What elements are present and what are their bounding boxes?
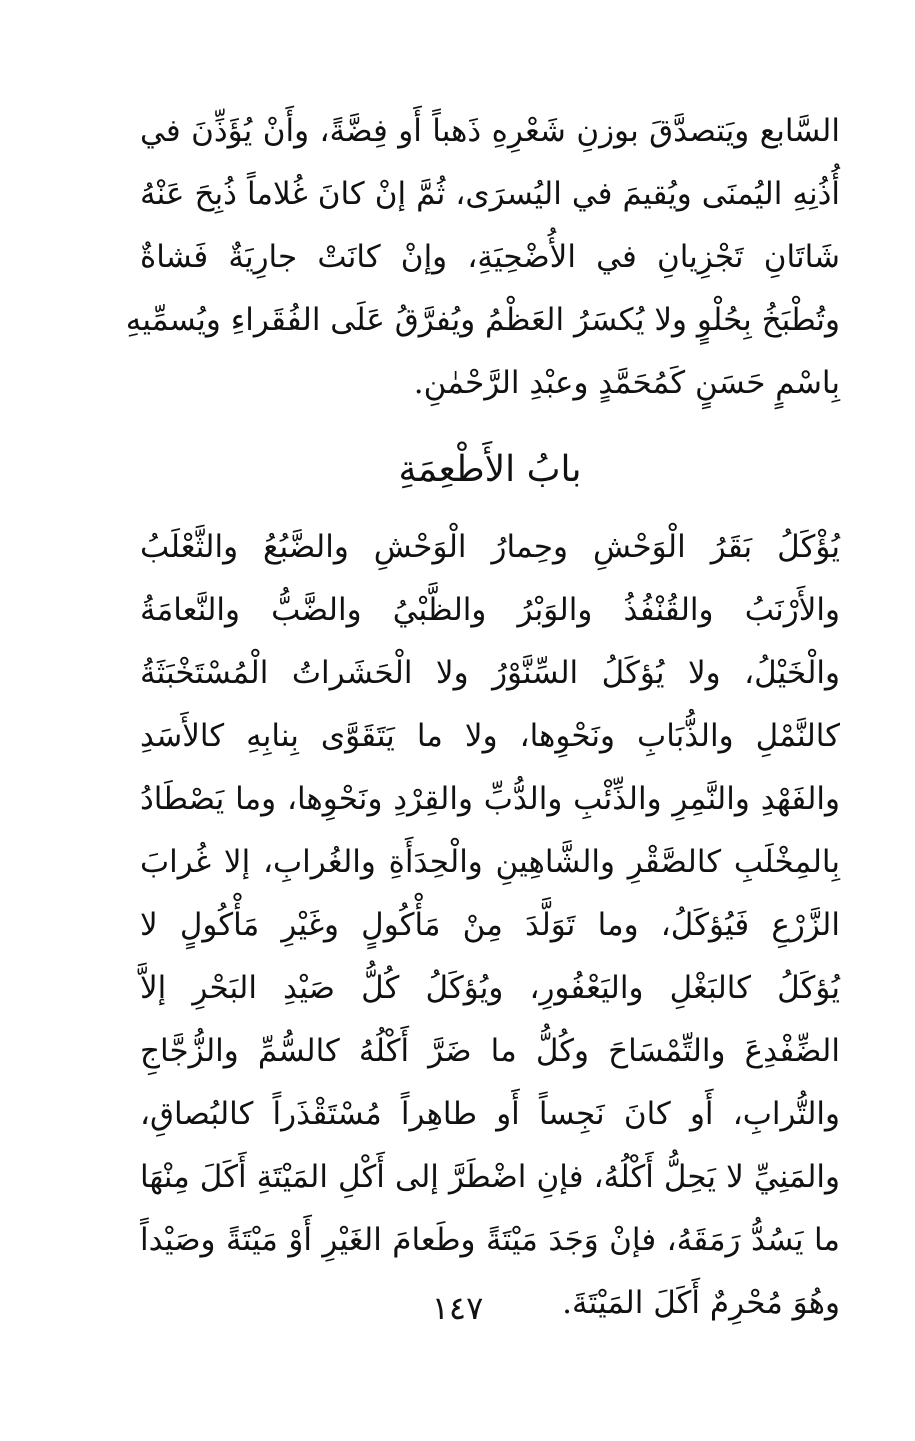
paragraph-line: والفَهْدِ والنَّمِرِ والذِّئْبِ والدُّبِّ والقِرْدِ ونَحْوِها، وما يَصْطَادُ xyxy=(140,781,840,817)
main-paragraph xyxy=(140,516,840,1335)
paragraph-line: وهُوَ مُحْرِمٌ أَكَلَ المَيْتَةَ. xyxy=(562,1285,840,1321)
paragraph-line: وتُطْبَخُ بِحُلْوٍ ولا يُكسَرُ العَظْمُ ويُفرَّقُ عَلَى الفُقَراءِ ويُسمِّيهِ xyxy=(125,302,840,338)
paragraph-line: ما يَسُدُّ رَمَقَهُ، فإنْ وَجَدَ مَيْتَةً وطَعامَ الغَيْرِ أَوْ مَيْتَةً وصَيْداً xyxy=(140,1222,840,1258)
paragraph-line: والمَنِيِّ لا يَحِلُّ أَكْلُهُ، فإنِ اضْطَرَّ إلى أَكْلِ المَيْتَةِ أَكَلَ مِنْهَا xyxy=(140,1159,840,1195)
paragraph-line: يُؤْكَلُ بَقَرُ الْوَحْشِ وحِمارُ الْوَحْشِ والضَّبُعُ والثَّعْلَبُ xyxy=(140,529,840,565)
paragraph-line: كالنَّمْلِ والذُّبَابِ ونَحْوِها، ولا ما يَتَقَوَّى بِنابِهِ كالأَسَدِ xyxy=(140,718,840,754)
page-number: ١٤٧ xyxy=(431,1289,484,1327)
paragraph-line: بِاسْمٍ حَسَنٍ كَمُحَمَّدٍ وعبْدِ الرَّحْمٰنِ. xyxy=(413,365,840,401)
paragraph-line: أُذُنِهِ اليُمنَى ويُقيمَ في اليُسرَى، ثُمَّ إنْ كانَ غُلاماً ذُبِحَ عَنْهُ xyxy=(140,176,840,212)
paragraph-line: والتُّرابِ، أَو كانَ نَجِساً أَو طاهِراً مُسْتَقْذَراً كالبُصاقِ، xyxy=(140,1096,840,1132)
top-paragraph xyxy=(125,100,840,415)
paragraph-line: بِالمِخْلَبِ كالصَّقْرِ والشَّاهِينِ والْحِدَأَةِ والغُرابِ، إلا غُرابَ xyxy=(140,844,840,880)
paragraph-line: السَّابع ويَتصدَّقَ بوزنِ شَعْرِهِ ذَهباً أَو فِضَّةً، وأَنْ يُؤَذِّنَ في xyxy=(140,113,840,149)
paragraph-line: والأَرْنَبُ والقُنْفُذُ والوَبْرُ والظَّبْيُ والضَّبُّ والنَّعامَةُ xyxy=(140,592,840,628)
paragraph-line: شَاتَانِ تَجْزِيانِ في الأُضْحِيَةِ، وإنْ كانَتْ جارِيَةٌ فَشاةٌ xyxy=(140,239,840,275)
paragraph-line: الضِّفْدِعَ والتِّمْسَاحَ وكُلُّ ما ضَرَّ أَكْلُهُ كالسُّمِّ والزُّجَّاجِ xyxy=(140,1033,840,1069)
paragraph-line: يُؤكَلُ كالبَغْلِ واليَعْفُورِ، ويُؤكَلُ كُلُّ صَيْدِ البَحْرِ إلاَّ xyxy=(140,970,840,1006)
paragraph-line: والْخَيْلُ، ولا يُؤكَلُ السِّنَّوْرُ ولا الْحَشَراتُ الْمُسْتَخْبَثَةُ xyxy=(140,655,840,691)
section-title: بابُ الأَطْعِمَةِ xyxy=(398,449,582,490)
paragraph-line: الزَّرْعِ فَيُؤكَلُ، وما تَوَلَّدَ مِنْ مَأْكُولٍ وغَيْرِ مَأْكُولٍ لا xyxy=(140,907,840,943)
